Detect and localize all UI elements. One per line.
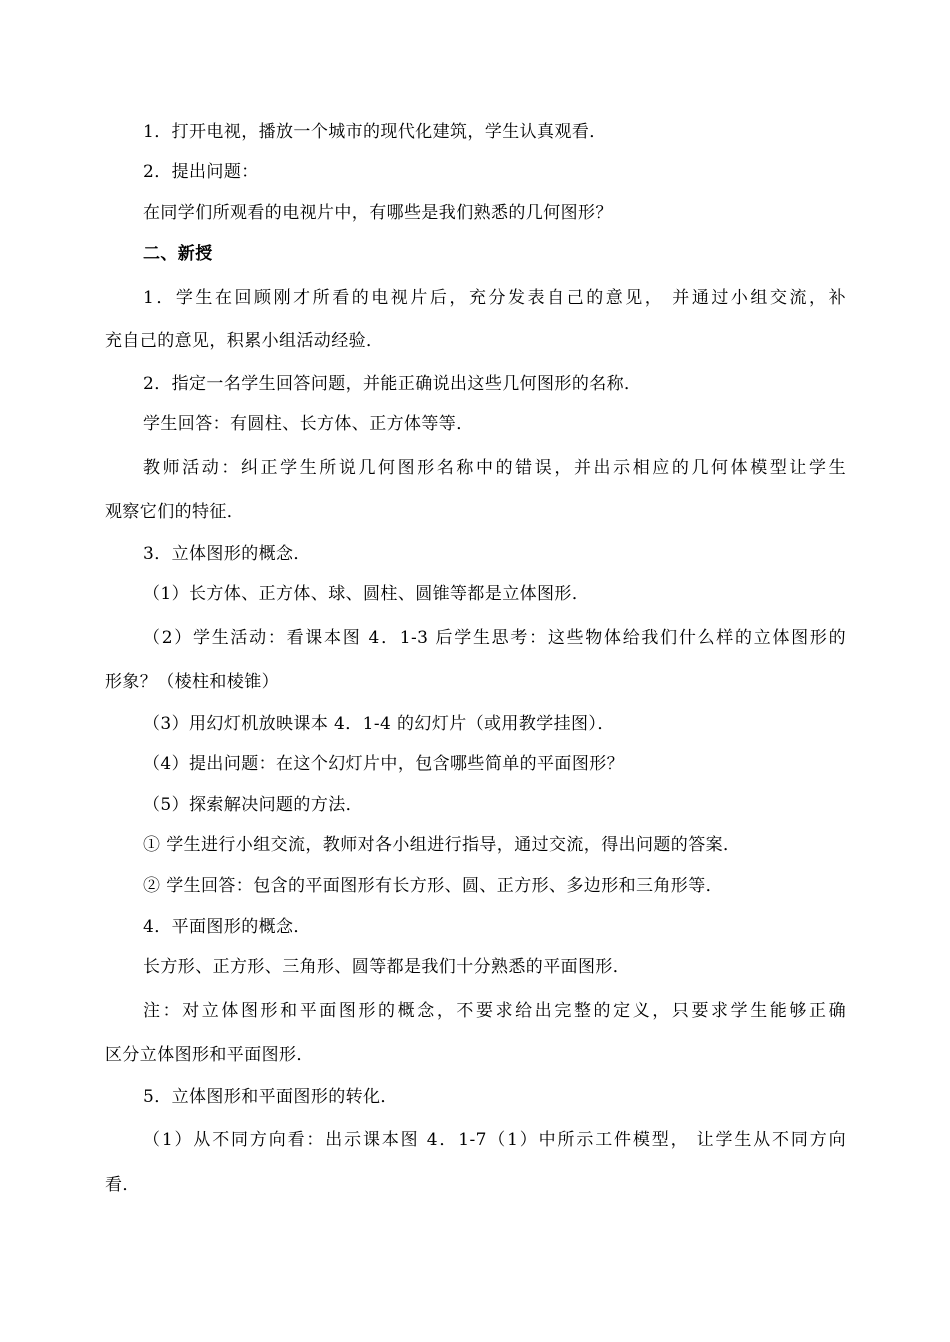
text-line-17: （5）探索解决问题的方法． [143, 795, 364, 815]
text-line-25: （1）从不同方向看：出示课本图 4．1-7（1）中所示工件模型， 让学生从不同方向 [143, 1130, 846, 1150]
section-heading: 二、新授 [143, 244, 213, 264]
text-line-18: ① 学生进行小组交流，教师对各小组进行指导，通过交流，得出问题的答案． [143, 835, 741, 855]
text-line-24: 5．立体图形和平面图形的转化． [143, 1087, 398, 1107]
text-line-3: 在同学们所观看的电视片中，有哪些是我们熟悉的几何图形？ [143, 203, 613, 223]
text-line-1: 1．打开电视，播放一个城市的现代化建筑，学生认真观看． [143, 122, 607, 142]
text-line-16: （4）提出问题：在这个幻灯片中，包含哪些简单的平面图形？ [143, 754, 625, 774]
text-line-5: 1．学生在回顾刚才所看的电视片后，充分发表自己的意见， 并通过小组交流，补 [143, 288, 846, 308]
text-line-15: （3）用幻灯机放映课本 4．1-4 的幻灯片（或用教学挂图）． [143, 714, 615, 734]
text-line-12: （1）长方体、正方体、球、圆柱、圆锥等都是立体图形． [143, 584, 590, 604]
text-line-19: ② 学生回答：包含的平面图形有长方形、圆、正方形、多边形和三角形等． [143, 876, 724, 896]
text-line-2: 2．提出问题： [143, 162, 259, 182]
text-line-7: 2．指定一名学生回答问题，并能正确说出这些几何图形的名称． [143, 374, 642, 394]
text-line-26: 看． [105, 1175, 140, 1195]
text-line-20: 4．平面图形的概念． [143, 917, 311, 937]
text-line-11: 3．立体图形的概念． [143, 544, 311, 564]
text-line-9: 教师活动：纠正学生所说几何图形名称中的错误，并出示相应的几何体模型让学生 [143, 458, 846, 478]
text-line-8: 学生回答：有圆柱、长方体、正方体等等． [143, 414, 474, 434]
text-line-14: 形象？（棱柱和棱锥） [105, 672, 279, 692]
text-line-6: 充自己的意见，积累小组活动经验． [105, 331, 384, 351]
text-line-10: 观察它们的特征． [105, 502, 245, 522]
text-line-13: （2）学生活动：看课本图 4．1-3 后学生思考：这些物体给我们什么样的立体图形的 [143, 628, 846, 648]
text-line-23: 区分立体图形和平面图形． [105, 1045, 314, 1065]
text-line-22: 注：对立体图形和平面图形的概念，不要求给出完整的定义，只要求学生能够正确 [143, 1001, 846, 1021]
text-line-21: 长方形、正方形、三角形、圆等都是我们十分熟悉的平面图形． [143, 957, 631, 977]
